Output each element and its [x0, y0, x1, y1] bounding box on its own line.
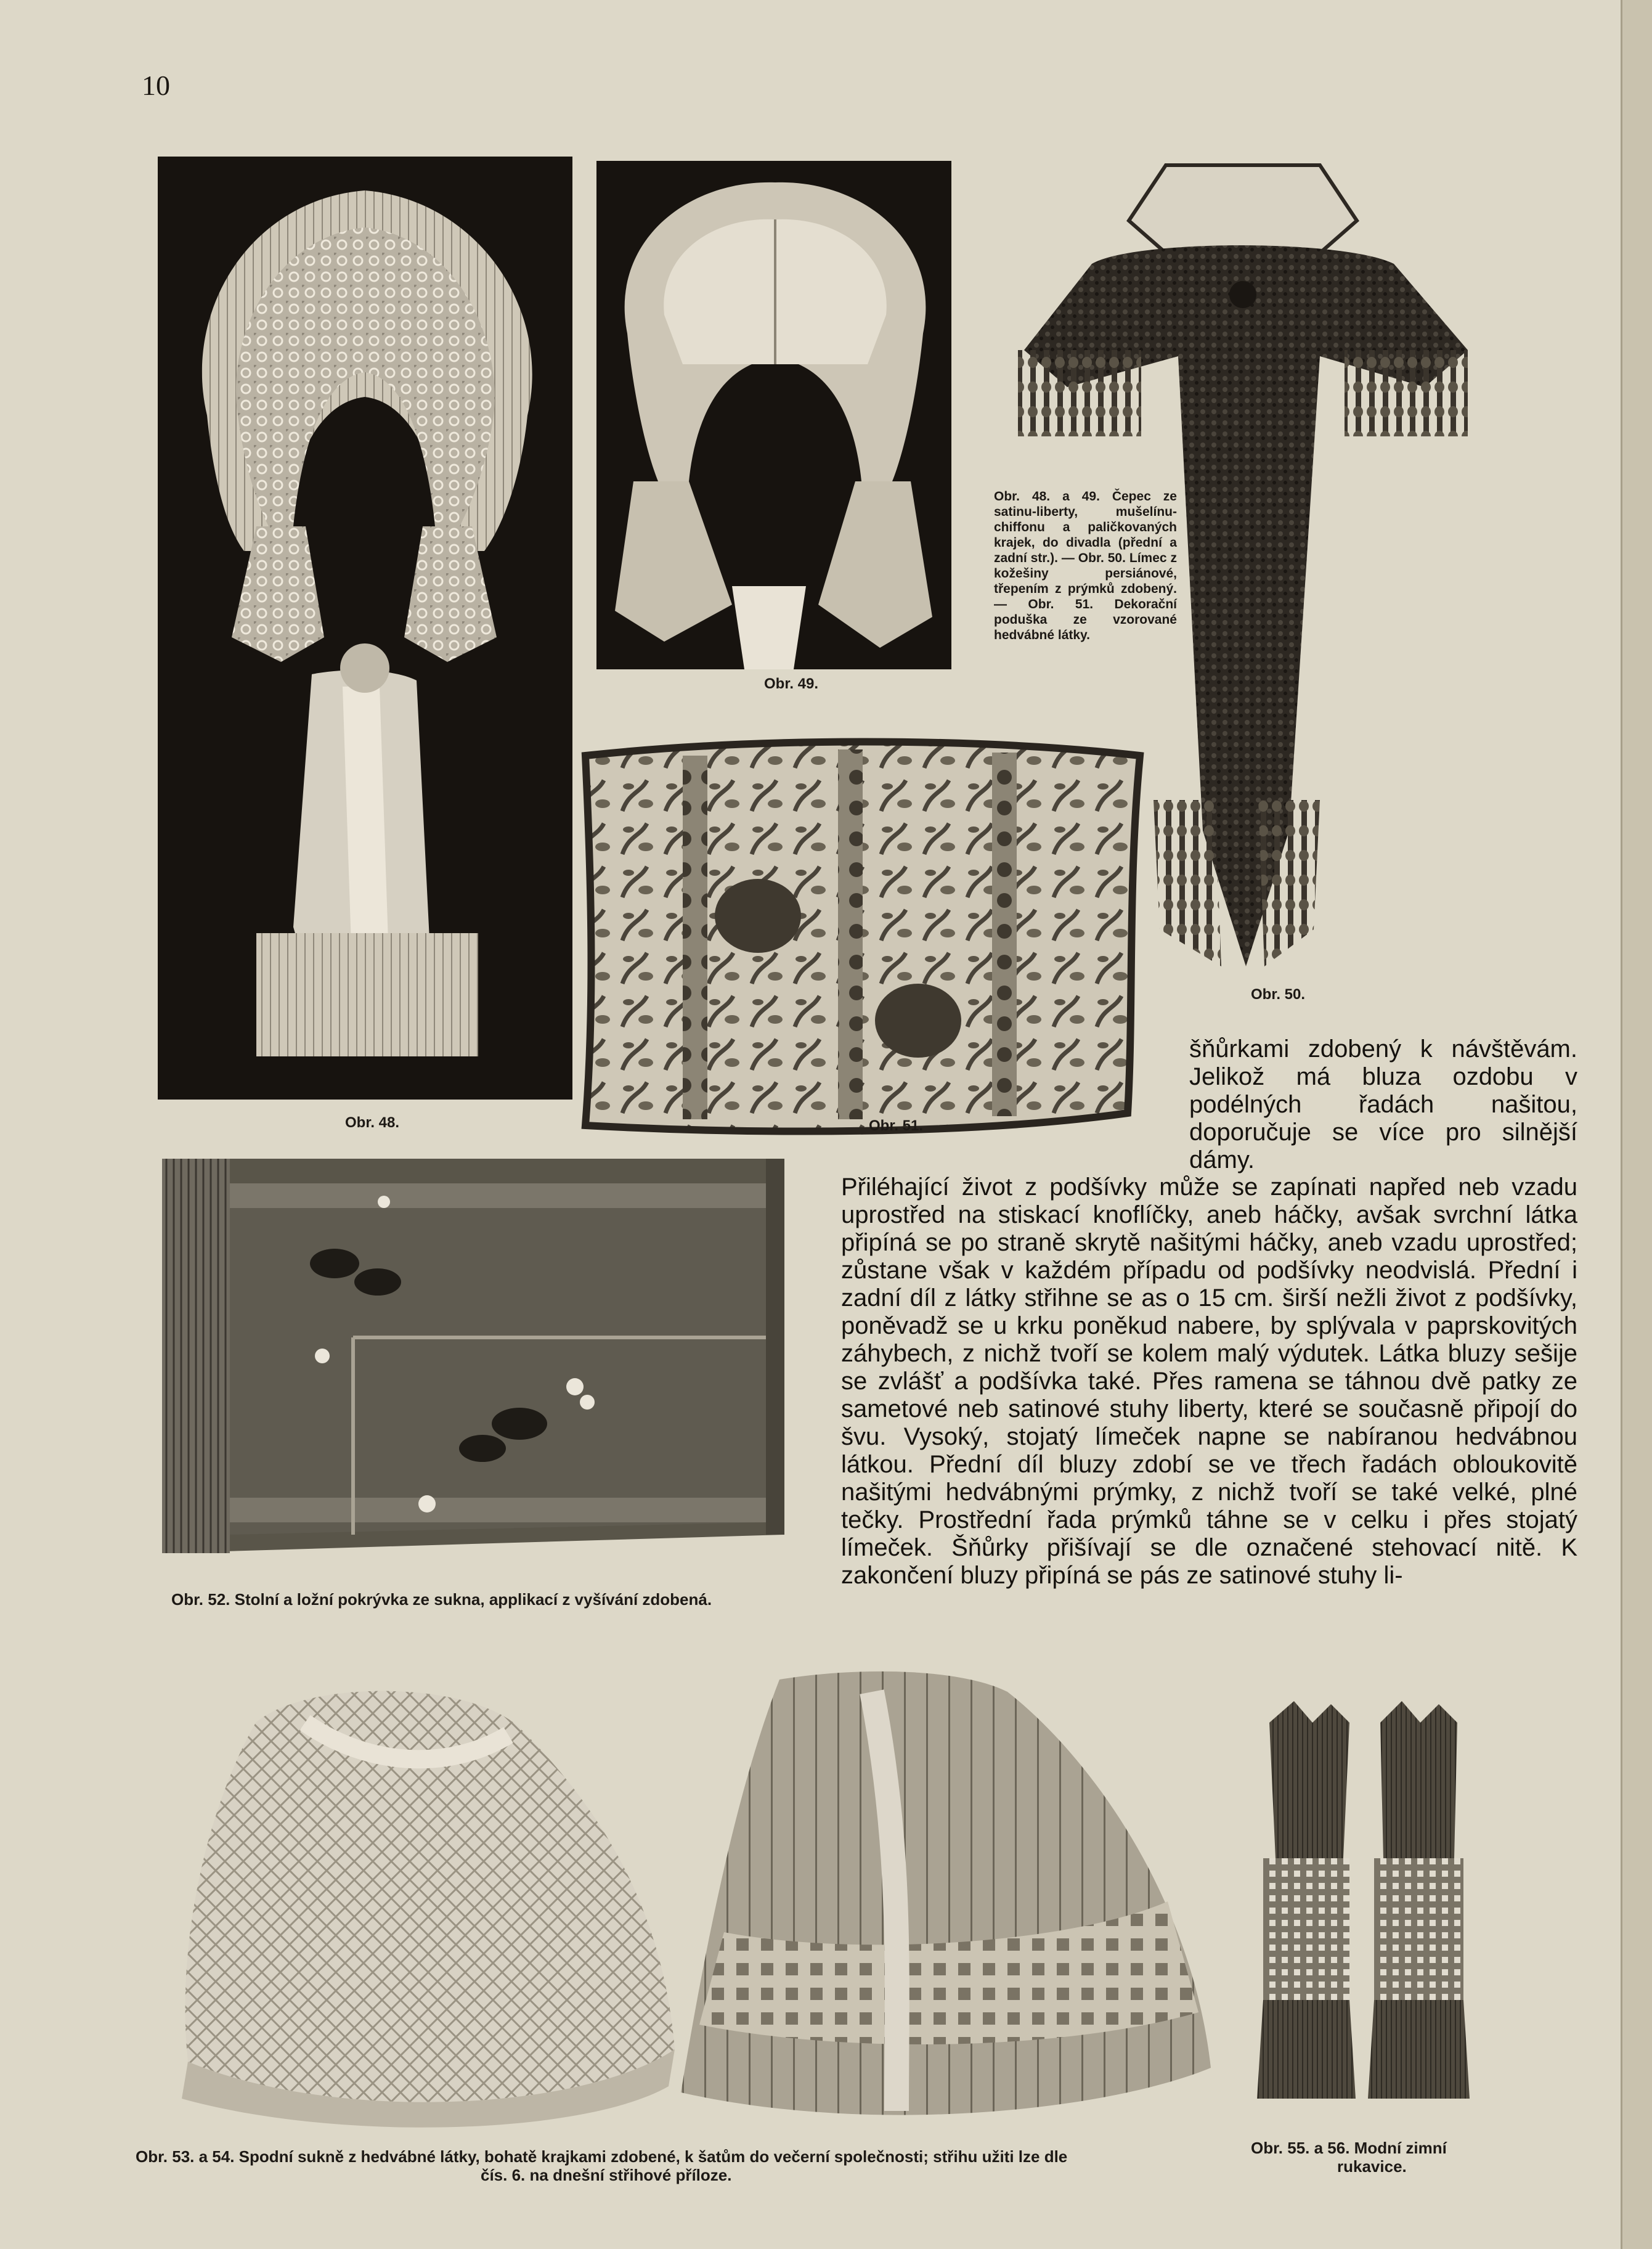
page-binding-edge: [1621, 0, 1652, 2249]
figures-53-54-caption-line1: Obr. 53. a 54. Spodní sukně z hedvábné látky, bohatě krajkami zdobené, k šatům do večerní společnosti; střihu užiti lze dle: [136, 2147, 1068, 2166]
page-number: 10: [142, 70, 170, 101]
bonnet-back-illustration: [596, 161, 951, 669]
figures-53-54-caption-line2: čís. 6. na dnešní střihové příloze.: [481, 2166, 732, 2184]
intro-paragraph: šňůrkami zdobený k návštěvám. Jelikož má bluza ozdobu v podélných řadách našitou, doporučuje se více pro silnější dámy.: [1189, 1035, 1577, 1173]
figure-48-label: Obr. 48.: [345, 1114, 400, 1131]
cushion-illustration: [573, 731, 1149, 1140]
figure-51-cushion: [573, 731, 1149, 1140]
figure-51-label: Obr. 51.: [869, 1117, 924, 1134]
figure-52-caption: Obr. 52. Stolní a ložní pokrývka ze sukna, applikací z vyšívání zdobená.: [171, 1590, 712, 1609]
figure-50-label: Obr. 50.: [1251, 986, 1306, 1003]
body-paragraph: Přiléhající život z podšívky může se zapínati napřed neb vzadu uprostřed na stiskací knoflíčky, aneb háčky, avšak svrchní látka připíná se po straně skrytě našitými háčky, aneb vzadu uprostřed; zůstane však v každém případu od podšívky neodvislá. Přední i zadní díl z látky střihne se as o 15 cm. širší nežli život z podšívky, poněvadž se u krku poněkud nabere, by splývala v paprskovitých záhybech, z nichž tvoří se kolem malý výdutek. Látka bluzy sešije se zvlášť a podšívka také. Přes ramena se táhnou dvě patky ze sametové neb satinové stuhy liberty, které se současně připojí do švu. Vysoký, stojatý límeček napne se nabíranou hedvábnou látkou. Přední díl bluzy zdobí se ve třech řadách obloukovitě našitými hedvábnými prýmky, z nichž tvoří se také velké, plné tečky. Prostřední řada prýmků táhne se v celku i přes stojatý límeček. Šňůrky přišívají se dle označené stehovací nitě. K zakončení bluzy připíná se pás ze satinové stuhy li-: [841, 1173, 1577, 1589]
figure-53-petticoat: [151, 1667, 681, 2129]
bonnet-front-illustration: [158, 157, 572, 1100]
figure-49-label: Obr. 49.: [764, 676, 819, 692]
figure-48-bonnet-front-photo: [158, 157, 572, 1100]
figure-55-56-gloves: [1232, 1698, 1491, 2105]
figure-54-petticoat: [638, 1667, 1229, 2136]
figures-55-56-caption-line1: Obr. 55. a 56. Modní zimní: [1251, 2139, 1447, 2157]
gloves-illustration: [1232, 1698, 1491, 2105]
figure-52-table-cover: [150, 1153, 791, 1559]
petticoat-53-illustration: [151, 1667, 681, 2129]
figures-55-56-caption-line2: rukavice.: [1337, 2157, 1407, 2176]
figures-48-51-caption: Obr. 48. a 49. Čepec ze satinu-liberty, mušelínu-chiffonu a paličkovaných krajek, do divadla (přední a zadní str.). — Obr. 50. Límec z kožešiny persiánové, třepením z prýmků zdobený. — Obr. 51. Dekorační poduška ze vzorované hedvábné látky.: [994, 489, 1177, 642]
petticoat-54-illustration: [638, 1667, 1229, 2136]
table-cover-illustration: [150, 1153, 791, 1559]
figure-49-bonnet-back-photo: [596, 161, 951, 669]
